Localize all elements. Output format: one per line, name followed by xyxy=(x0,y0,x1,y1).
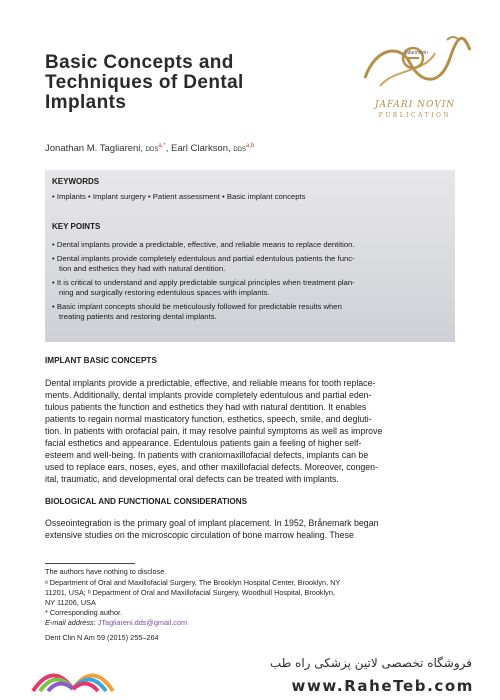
key-point-line: treating patients and restoring dental implants. xyxy=(59,312,217,321)
email-label: E-mail address: xyxy=(45,618,96,627)
body-line: tulous patients the function and esthetics they had with natural dentition. It enables xyxy=(45,402,367,412)
key-points-heading: KEY POINTS xyxy=(52,222,101,231)
author-degree: DDS xyxy=(145,147,159,154)
key-point-line: • Dental implants provide a predictable, effective, and reliable means to replace dentition. xyxy=(52,240,355,249)
section-heading: BIOLOGICAL AND FUNCTIONAL CONSIDERATIONS xyxy=(45,497,248,506)
body-line: ments. Additionally, dental implants provide completely edentulous and partial eden- xyxy=(45,390,372,400)
email-link[interactable]: JTagliareni.dds@gmail.com xyxy=(97,618,188,627)
affiliation-line: ᵃ Department of Oral and Maxillofacial Surgery, The Brooklyn Hospital Center, Brooklyn, NY xyxy=(45,578,341,587)
author-affiliation-mark: a,* xyxy=(158,143,166,149)
author-name: Earl Clarkson, xyxy=(171,143,231,155)
title-line: Basic Concepts and xyxy=(45,52,234,73)
body-line: esteem and well-being. In patients with craniomaxillofacial defects, implants can be xyxy=(45,450,369,460)
key-point-line: ning and surgically restoring edentulous spaces with implants. xyxy=(59,288,270,297)
affiliation-line: NY 11206, USA xyxy=(45,598,96,607)
summary-box xyxy=(45,170,455,342)
keywords-text: • Implants • Implant surgery • Patient assessment • Basic implant concepts xyxy=(52,192,306,201)
author-affiliation-mark: a,b xyxy=(245,143,255,149)
section-heading: IMPLANT BASIC CONCEPTS xyxy=(45,356,157,365)
book-rainbow-icon xyxy=(28,651,118,696)
body-line: ital, traumatic, and developmental oral defects can be treated with implants. xyxy=(45,474,339,484)
disclosure-note: The authors have nothing to disclose. xyxy=(45,567,167,576)
body-line: used to replace ears, noses, eyes, and other maxillofacial defects. Moreover, congen- xyxy=(45,462,378,472)
body-line: facial esthetics and appearance. Edentulous patients gain a feeling of higher self- xyxy=(45,438,362,448)
email-line xyxy=(45,618,187,627)
key-point-line: • Basic implant concepts should be meticulously followed for predictable results when xyxy=(52,302,342,311)
key-point-line: • It is critical to understand and apply predictable surgical principles when treatment plan- xyxy=(52,278,355,287)
author-line: Jonathan M. Tagliareni, $DDS^{a,*}$, Earl Clarkson, DDS$^{a,b}$ xyxy=(45,143,255,155)
watermark-persian-text: فروشگاه تخصصی لاتین پزشکی راه طب xyxy=(269,656,472,670)
key-point-line: • Dental implants provide completely edentulous and partial edentulous patients the func- xyxy=(52,254,355,263)
logo-subtitle: PUBLICATION xyxy=(378,112,452,119)
affiliation-line: 11201, USA; ᵇ Department of Oral and Maxillofacial Surgery, Woodhull Hospital, Brooklyn, xyxy=(45,588,335,597)
title-line: Implants xyxy=(45,92,127,113)
body-line: patients to regain normal masticatory function, esthetics, speech, smile, and degluti- xyxy=(45,414,372,424)
calligraphy-logo-icon xyxy=(355,28,475,100)
citation: Dent Clin N Am 59 (2015) 255–264 xyxy=(45,633,159,642)
body-line: tion. In patients with orofacial pain, it may resolve painful symptoms as well as improve xyxy=(45,426,383,436)
logo-brand-name: JAFARI NOVIN xyxy=(374,100,456,110)
body-line: Dental implants provide a predictable, effective, and reliable means for tooth replace- xyxy=(45,378,376,388)
article-title xyxy=(45,53,345,113)
key-point-line: tion and esthetics they had with natural dentition. xyxy=(59,264,226,273)
watermark-url[interactable]: www.RaheTeb.com xyxy=(291,677,474,695)
title-line: Techniques of Dental xyxy=(45,72,244,93)
publisher-logo xyxy=(355,28,475,128)
keywords-heading: KEYWORDS xyxy=(52,177,100,186)
author-degree: DDS xyxy=(233,147,246,154)
footnote-divider xyxy=(45,563,135,564)
logo-badge: jafarinovin xyxy=(405,50,428,56)
body-line: Osseointegration is the primary goal of implant placement. In 1952, Brånemark began xyxy=(45,518,379,528)
author-name: Jonathan M. Tagliareni, xyxy=(45,143,144,155)
corresponding-author: * Corresponding author. xyxy=(45,608,123,617)
body-line: extensive studies on the microscopic circulation of bone marrow healing. These xyxy=(45,530,354,540)
